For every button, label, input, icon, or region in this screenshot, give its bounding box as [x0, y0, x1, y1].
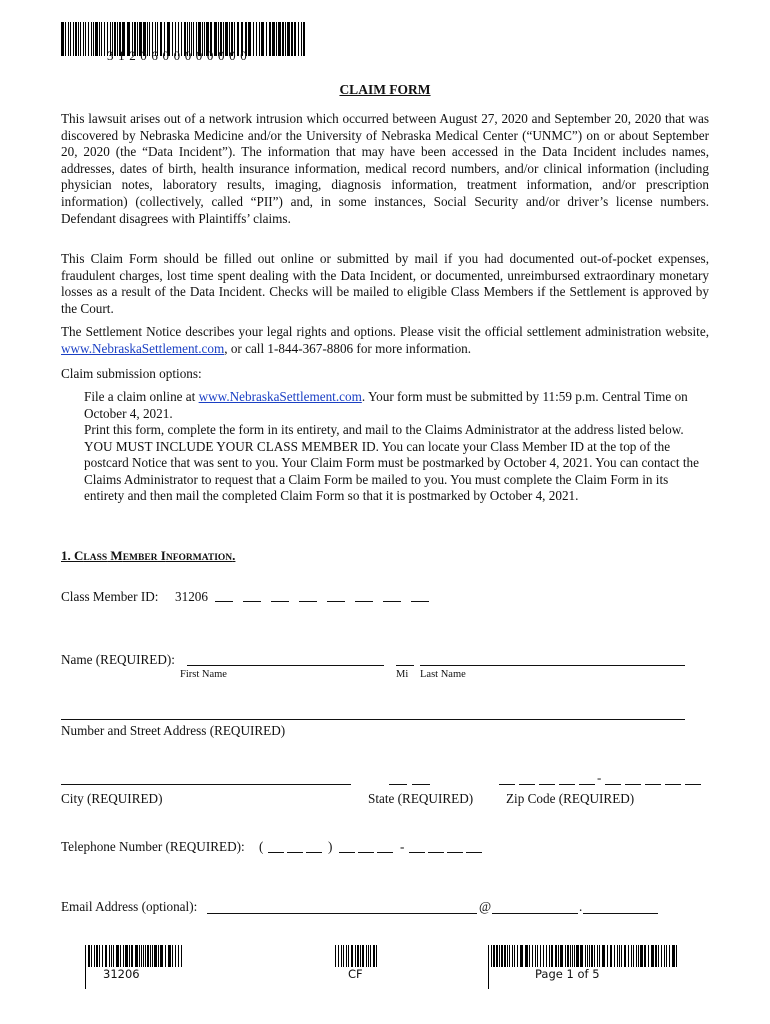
- email-user-field[interactable]: [207, 913, 477, 914]
- barcode-bar: [143, 945, 144, 967]
- barcode-bar: [587, 945, 588, 967]
- barcode-bar: [555, 945, 557, 967]
- barcode-bar: [158, 945, 159, 967]
- barcode-bar: [83, 22, 84, 56]
- barcode-bar: [120, 945, 121, 967]
- barcode-bar: [585, 945, 586, 967]
- barcode-bar: [154, 945, 157, 967]
- barcode-bar: [572, 945, 573, 967]
- footer-left-code: 31206: [103, 967, 140, 981]
- barcode-bar: [131, 945, 133, 967]
- city-label: City (REQUIRED): [61, 791, 163, 806]
- barcode-bar: [661, 945, 662, 967]
- barcode-bar: [298, 22, 299, 56]
- barcode-bar: [493, 945, 495, 967]
- barcode-bar: [599, 945, 600, 967]
- phone-digit-blank[interactable]: [377, 852, 393, 853]
- barcode-bar: [276, 22, 277, 56]
- barcode-bar: [648, 945, 649, 967]
- state-label: State (REQUIRED): [368, 791, 474, 806]
- notice-text-before: The Settlement Notice describes your legal rights and options. Please visit the official settlement administration website,: [61, 324, 709, 339]
- zip-digit-blank[interactable]: [685, 784, 701, 785]
- barcode-bar: [341, 945, 342, 967]
- barcode-bar: [99, 22, 100, 56]
- barcode-bar: [348, 945, 349, 967]
- notice-paragraph: [61, 324, 709, 357]
- zip-digit-blank[interactable]: [579, 784, 595, 785]
- zip-digit-blank[interactable]: [559, 784, 575, 785]
- barcode-bar: [370, 945, 371, 967]
- barcode-bar: [640, 945, 643, 967]
- barcode-bar: [574, 945, 575, 967]
- barcode-bar: [594, 945, 595, 967]
- barcode-bar: [181, 945, 182, 967]
- barcode-bar: [507, 945, 508, 967]
- barcode-bar: [535, 945, 536, 967]
- claim-paragraph: This Claim Form should be filled out online or submitted by mail if you had documented out-of-pocket expenses, fraudulent charges, lost time spent dealing with the Data Incident, or documented, unreimbursed extraordinary monetary losses as a result of the Data Incident. Checks will be mailed to eligible Class Members if the Settlement is approved by the Court.: [61, 251, 709, 316]
- barcode-bar: [672, 945, 675, 967]
- barcode-bar: [357, 945, 359, 967]
- page-title: CLAIM FORM: [339, 82, 431, 97]
- phone-digit-blank[interactable]: [268, 852, 284, 853]
- barcode-bar: [346, 945, 347, 967]
- barcode-bar: [362, 945, 364, 967]
- street-address-field[interactable]: [61, 719, 685, 720]
- barcode-bar: [78, 22, 79, 56]
- name-label: Name (REQUIRED):: [61, 652, 175, 667]
- barcode-bar: [165, 945, 166, 967]
- section-title-i: I: [157, 548, 166, 563]
- id-digit-blank[interactable]: [271, 589, 289, 602]
- id-digit-blank[interactable]: [411, 589, 429, 602]
- barcode-bar: [61, 22, 64, 56]
- barcode-bar: [509, 945, 510, 967]
- phone-digit-blank[interactable]: [306, 852, 322, 853]
- barcode-bar: [580, 945, 583, 967]
- barcode-bar: [504, 945, 506, 967]
- barcode-bar: [644, 945, 646, 967]
- email-dot: .: [579, 899, 583, 914]
- barcode-bar: [558, 945, 559, 967]
- barcode-bar: [282, 22, 284, 56]
- settlement-website-link[interactable]: www.NebraskaSettlement.com: [61, 340, 225, 356]
- barcode-bar: [338, 945, 339, 967]
- footer-left-barcode: [85, 945, 186, 967]
- barcode-bar: [499, 945, 500, 967]
- barcode-bar: [91, 945, 92, 967]
- section-title-c: C: [74, 548, 84, 563]
- barcode-bar: [360, 945, 361, 967]
- section-title-dot: .: [232, 548, 236, 563]
- zip-digit-blank[interactable]: [499, 784, 515, 785]
- section-title-nformation: NFORMATION: [165, 553, 233, 563]
- barcode-bar: [651, 945, 654, 967]
- barcode-bar: [70, 22, 71, 56]
- notice-text-after: , or call 1-844-367-8806 for more information.: [224, 340, 472, 356]
- barcode-bar: [104, 22, 105, 56]
- id-digit-blank[interactable]: [299, 589, 317, 602]
- phone-digit-blank[interactable]: [358, 852, 374, 853]
- barcode-bar: [178, 945, 179, 967]
- barcode-bar: [65, 22, 66, 56]
- phone-digit-blank[interactable]: [287, 852, 303, 853]
- barcode-bar: [269, 22, 271, 56]
- id-digit-blank[interactable]: [355, 589, 373, 602]
- barcode-bar: [93, 22, 94, 56]
- zip-label: Zip Code (REQUIRED): [506, 791, 635, 806]
- barcode-bar: [567, 945, 569, 967]
- zip-digit-blank[interactable]: [519, 784, 535, 785]
- phone-digit-blank[interactable]: [409, 852, 425, 853]
- barcode-bar: [631, 945, 632, 967]
- barcode-bar: [546, 945, 547, 967]
- phone-digit-blank[interactable]: [428, 852, 444, 853]
- class-member-id-blanks[interactable]: [213, 589, 438, 605]
- barcode-bar: [256, 22, 257, 56]
- barcode-bar: [113, 945, 114, 967]
- barcode-bar: [109, 945, 110, 967]
- barcode-bar: [272, 22, 275, 56]
- telephone-dash: -: [400, 839, 405, 854]
- barcode-bar: [96, 945, 98, 967]
- barcode-bar: [607, 945, 608, 967]
- option-online: [84, 389, 709, 422]
- barcode-bar: [301, 22, 302, 56]
- barcode-bar: [488, 945, 489, 967]
- barcode-bar: [540, 945, 541, 967]
- barcode-bar: [624, 945, 626, 967]
- id-digit-blank[interactable]: [383, 589, 401, 602]
- zip-digit-blank[interactable]: [539, 784, 555, 785]
- barcode-bar: [560, 945, 563, 967]
- barcode-bar: [664, 945, 665, 967]
- barcode-bar: [139, 945, 140, 967]
- section-1-heading: [61, 548, 235, 564]
- barcode-bar: [343, 945, 344, 967]
- barcode-bar: [376, 945, 377, 967]
- barcode-bar: [669, 945, 670, 967]
- telephone-field[interactable]: [257, 839, 502, 855]
- barcode-bar: [614, 945, 615, 967]
- barcode-bar: [636, 945, 637, 967]
- barcode-bar: [610, 945, 612, 967]
- phone-digit-blank[interactable]: [339, 852, 355, 853]
- barcode-bar: [368, 945, 369, 967]
- state-field-2[interactable]: [412, 784, 430, 785]
- barcode-bar: [102, 945, 103, 967]
- barcode-bar: [512, 945, 513, 967]
- zip-digit-blank[interactable]: [645, 784, 661, 785]
- barcode-bar: [549, 945, 550, 967]
- barcode-bar: [105, 945, 107, 967]
- barcode-bar: [551, 945, 553, 967]
- email-tld-field[interactable]: [583, 913, 658, 914]
- barcode-bar: [116, 945, 119, 967]
- barcode-bar: [88, 945, 90, 967]
- city-field[interactable]: [61, 784, 351, 785]
- barcode-bar: [638, 945, 639, 967]
- middle-initial-caption: Mi: [396, 669, 409, 680]
- page-number: Page 1 of 5: [535, 967, 600, 981]
- barcode-bar: [488, 967, 489, 989]
- barcode-bar: [88, 22, 89, 56]
- zip-dash: -: [597, 770, 602, 785]
- barcode-bar: [303, 22, 305, 56]
- barcode-bar: [617, 945, 618, 967]
- footer-center-code: CF: [348, 967, 363, 981]
- barcode-number: 3120600000000: [107, 48, 252, 63]
- barcode-bar: [111, 945, 112, 967]
- email-at-sign: @: [479, 899, 492, 914]
- barcode-bar: [628, 945, 629, 967]
- barcode-bar: [666, 945, 667, 967]
- barcode-bar: [514, 945, 515, 967]
- telephone-label: Telephone Number (REQUIRED):: [61, 839, 245, 854]
- barcode-bar: [150, 945, 151, 967]
- barcode-bar: [85, 967, 86, 989]
- barcode-bar: [517, 945, 518, 967]
- footer-center-barcode: [335, 945, 380, 967]
- section-title-ember: EMBER: [122, 553, 158, 563]
- barcode-bar: [261, 22, 264, 56]
- barcode-bar: [287, 22, 290, 56]
- barcode-bar: [351, 945, 353, 967]
- barcode-bar: [529, 945, 530, 967]
- barcode-bar: [123, 945, 124, 967]
- class-member-id-prefix: 31206: [175, 589, 208, 604]
- id-digit-blank[interactable]: [327, 589, 345, 602]
- barcode-bar: [501, 945, 503, 967]
- option-mail: Print this form, complete the form in its entirety, and mail to the Claims Administrator at the address listed below. YOU MUST INCLUDE YOUR CLASS MEMBER ID. You can locate your Class Member ID at the top of the postcard Notice that was sent to you. Your Claim Form must be postmarked by October 4, 2021. You can contact the Claims Administrator to request that a Claim Form be mailed to you. You must complete the Claim Form in its entirety and then mail the completed Claim Form so that it is postmarked by October 4, 2021.: [84, 422, 699, 504]
- id-digit-blank[interactable]: [215, 589, 233, 602]
- barcode-bar: [543, 945, 544, 967]
- barcode-bar: [355, 945, 356, 967]
- barcode-bar: [570, 945, 571, 967]
- barcode-bar: [147, 945, 149, 967]
- zip-field[interactable]: [499, 772, 704, 786]
- barcode-bar: [565, 945, 566, 967]
- barcode-bar: [291, 22, 293, 56]
- barcode-bar: [633, 945, 634, 967]
- state-field-1[interactable]: [389, 784, 407, 785]
- barcode-bar: [85, 22, 86, 56]
- barcode-bar: [619, 945, 620, 967]
- phone-digit-blank[interactable]: [447, 852, 463, 853]
- barcode-bar: [591, 945, 593, 967]
- barcode-bar: [285, 22, 286, 56]
- first-name-caption: First Name: [180, 669, 227, 680]
- zip-digit-blank[interactable]: [625, 784, 641, 785]
- barcode-bar: [253, 22, 254, 56]
- barcode-bar: [101, 22, 102, 56]
- barcode-bar: [129, 945, 130, 967]
- barcode-bar: [85, 945, 86, 967]
- barcode-bar: [537, 945, 538, 967]
- barcode-bar: [94, 945, 95, 967]
- barcode-bar: [75, 22, 77, 56]
- barcode-bar: [658, 945, 659, 967]
- barcode-bar: [366, 945, 367, 967]
- email-label: Email Address (optional):: [61, 899, 198, 914]
- barcode-bar: [125, 945, 128, 967]
- street-address-label: Number and Street Address (REQUIRED): [61, 723, 286, 738]
- barcode-bar: [68, 22, 69, 56]
- last-name-caption: Last Name: [420, 669, 466, 680]
- barcode-bar: [80, 22, 81, 56]
- barcode-bar: [597, 945, 598, 967]
- barcode-bar: [160, 945, 163, 967]
- barcode-bar: [278, 22, 281, 56]
- telephone-open-paren: (: [259, 839, 264, 854]
- option-online-after: . Your form must be submitted by 11:59 p.m. Central Time on October 4, 2021.: [84, 389, 688, 421]
- barcode-bar: [496, 945, 498, 967]
- phone-digit-blank[interactable]: [466, 852, 482, 853]
- barcode-bar: [525, 945, 528, 967]
- options-heading: Claim submission options:: [61, 366, 202, 381]
- online-claim-link[interactable]: www.NebraskaSettlement.com: [198, 389, 362, 404]
- section-number: 1.: [61, 548, 74, 563]
- middle-initial-field[interactable]: [396, 665, 414, 666]
- barcode-bar: [152, 945, 153, 967]
- barcode-bar: [532, 945, 533, 967]
- section-title-lass: LASS: [83, 553, 108, 563]
- barcode-bar: [168, 945, 171, 967]
- barcode-bar: [135, 945, 138, 967]
- barcode-bar: [655, 945, 657, 967]
- id-digit-blank[interactable]: [243, 589, 261, 602]
- barcode-bar: [335, 945, 336, 967]
- intro-paragraph: This lawsuit arises out of a network intrusion which occurred between August 27, 2020 and September 20, 2020 that was discovered by Nebraska Medicine and/or the University of Nebraska Medical Center (“UNMC”) on or about September 20, 2020 (the “Data Incident”). The information that may have been accessed in the Data Incident includes names, addresses, dates of birth, health insurance information, medical record numbers, and/or clinical information (including physician notes, laboratory results, imaging, diagnosis information, treatment information, and/or prescription information) (collectively, called “PII”) and, in some instances, Social Security and/or driver’s license numbers. Defendant disagrees with Plaintiffs’ claims.: [61, 111, 709, 226]
- barcode-bar: [294, 22, 296, 56]
- barcode-bar: [99, 945, 100, 967]
- barcode-bar: [491, 945, 492, 967]
- barcode-bar: [73, 22, 74, 56]
- barcode-bar: [589, 945, 590, 967]
- email-domain-field[interactable]: [492, 913, 578, 914]
- telephone-close-paren: ): [328, 839, 333, 854]
- barcode-bar: [175, 945, 176, 967]
- barcode-bar: [95, 22, 98, 56]
- barcode-bar: [621, 945, 622, 967]
- barcode-bar: [576, 945, 579, 967]
- barcode-bar: [145, 945, 146, 967]
- barcode-bar: [172, 945, 173, 967]
- first-name-field[interactable]: [187, 665, 384, 666]
- class-member-id-label: Class Member ID:: [61, 589, 159, 604]
- barcode-bar: [602, 945, 605, 967]
- barcode-bar: [91, 22, 92, 56]
- barcode-bar: [266, 22, 267, 56]
- section-title-m: M: [107, 548, 123, 563]
- zip-digit-blank[interactable]: [665, 784, 681, 785]
- footer-right-barcode: [488, 945, 680, 967]
- barcode-bar: [373, 945, 375, 967]
- last-name-field[interactable]: [420, 665, 685, 666]
- option-online-before: File a claim online at: [84, 389, 199, 404]
- barcode-bar: [259, 22, 260, 56]
- barcode-bar: [676, 945, 677, 967]
- barcode-bar: [520, 945, 523, 967]
- zip-digit-blank[interactable]: [605, 784, 621, 785]
- barcode-bar: [141, 945, 142, 967]
